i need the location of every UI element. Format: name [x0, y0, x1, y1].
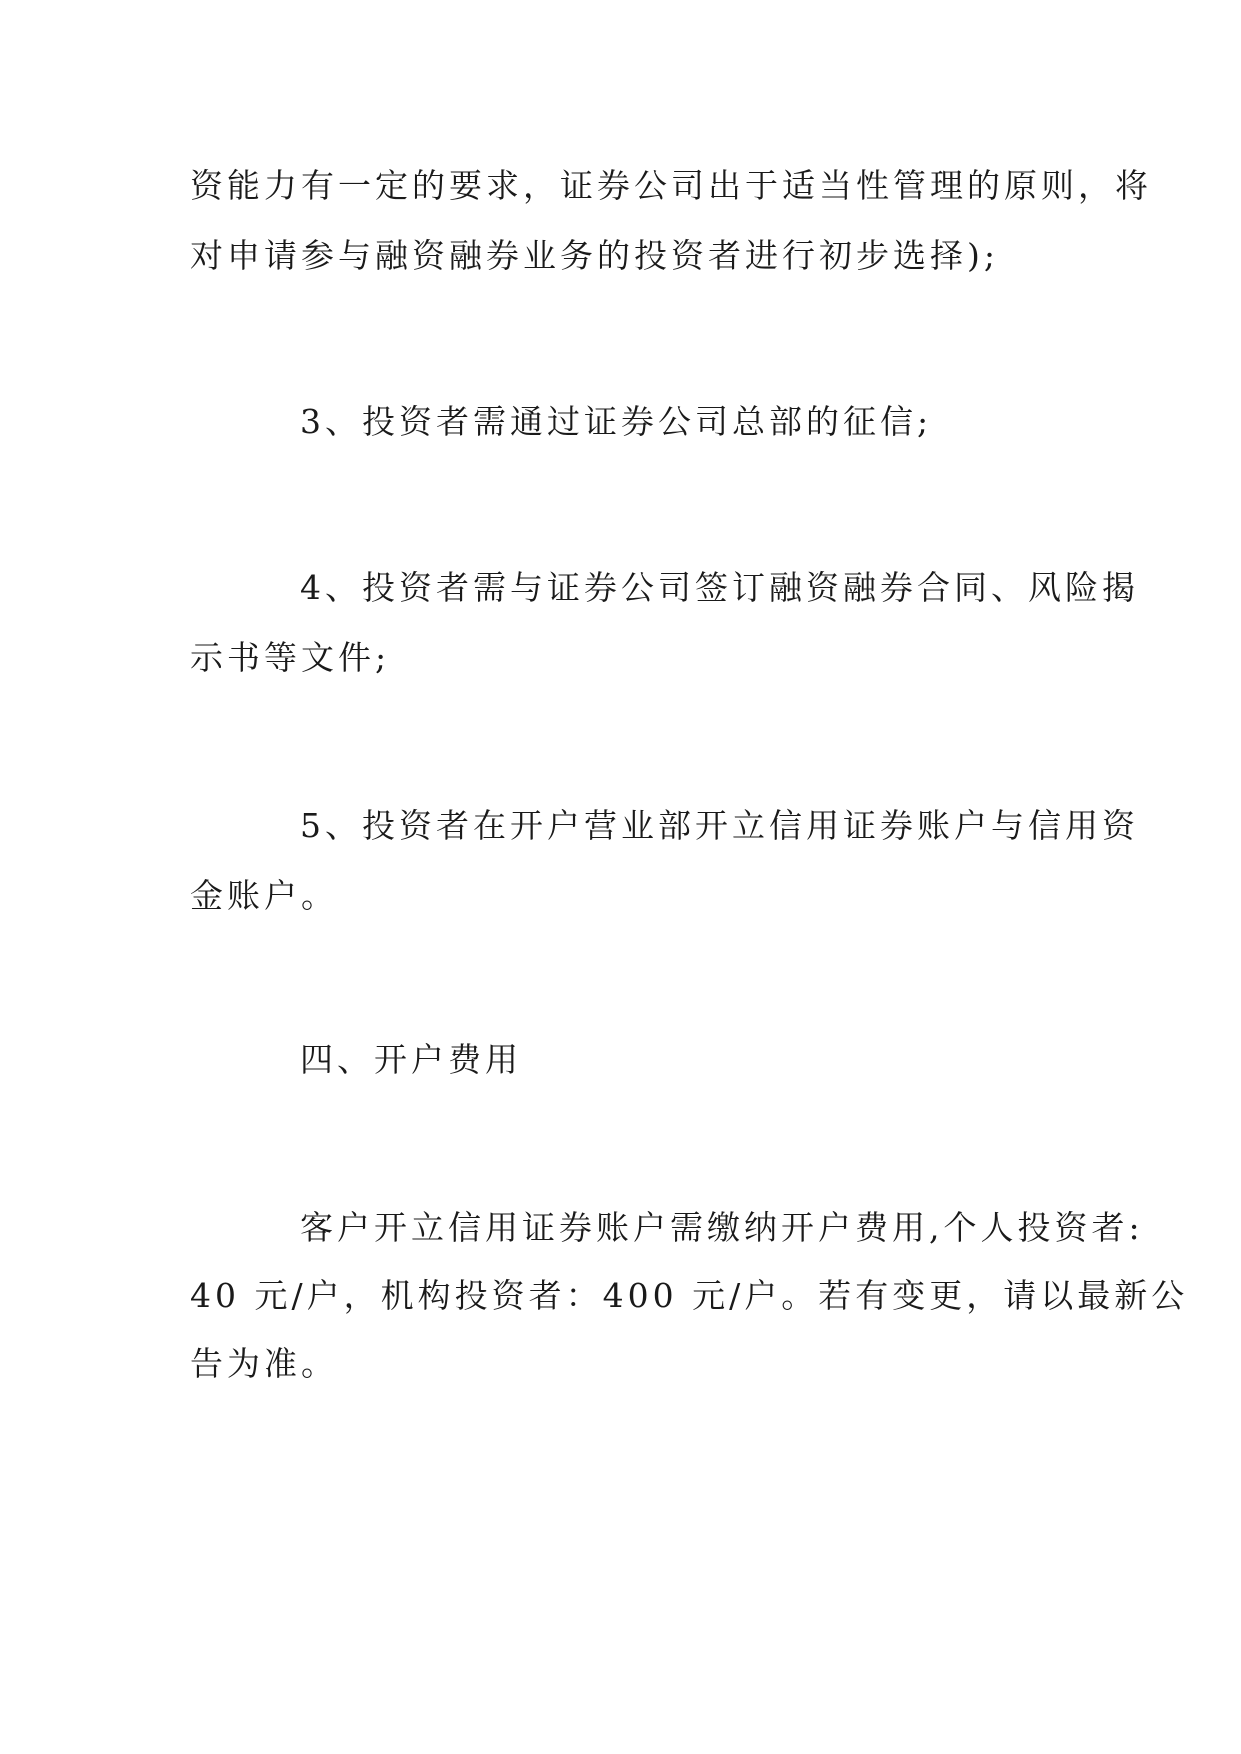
item-4-line-1: 4、投资者需与证券公司签订融资融券合同、风险揭 [300, 568, 1139, 607]
fee-paragraph-line-1: 客户开立信用证券账户需缴纳开户费用,个人投资者: [300, 1208, 1144, 1247]
fee-paragraph-line-2: 40 元/户，机构投资者：400 元/户。若有变更，请以最新公 [190, 1276, 1189, 1315]
item-4-line-2: 示书等文件; [190, 638, 391, 677]
fee-paragraph-line-3: 告为准。 [190, 1344, 338, 1383]
paragraph-1-line-2: 对申请参与融资融券业务的投资者进行初步选择); [190, 236, 999, 275]
paragraph-1-line-1: 资能力有一定的要求，证券公司出于适当性管理的原则，将 [190, 166, 1152, 205]
item-3-line-1: 3、投资者需通过证券公司总部的征信; [300, 402, 933, 441]
item-5-line-1: 5、投资者在开户营业部开立信用证券账户与信用资 [300, 806, 1139, 845]
section-heading: 四、开户费用 [300, 1040, 522, 1079]
item-5-line-2: 金账户。 [190, 876, 338, 915]
